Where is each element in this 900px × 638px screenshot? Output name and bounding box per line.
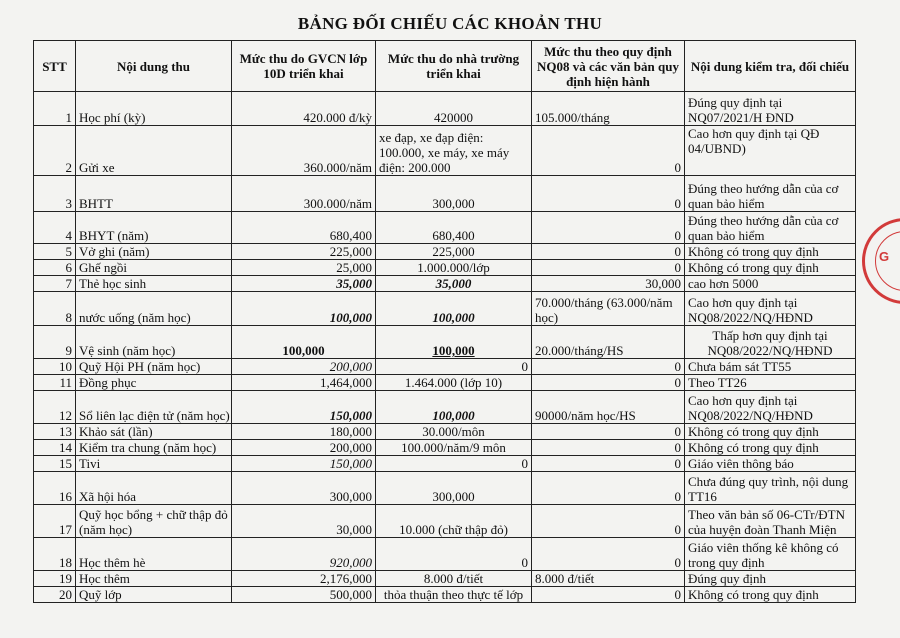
cell-gvcn: 35,000 — [232, 276, 376, 292]
cell-gvcn: 300.000/năm — [232, 176, 376, 212]
cell-regulation: 70.000/tháng (63.000/năm học) — [532, 292, 685, 326]
cell-check: Không có trong quy định — [685, 244, 856, 260]
cell-content: Ghế ngồi — [76, 260, 232, 276]
cell-school: 300,000 — [376, 176, 532, 212]
table-row — [34, 92, 856, 126]
table-header-row — [34, 41, 856, 92]
cell-content: Thẻ học sinh — [76, 276, 232, 292]
cell-content: Quỹ học bổng + chữ thập đỏ (năm học) — [76, 505, 232, 538]
cell-regulation: 0 — [532, 440, 685, 456]
cell-school: 0 — [376, 359, 532, 375]
cell-check: cao hơn 5000 — [685, 276, 856, 292]
cell-stt: 17 — [34, 505, 76, 538]
table-row — [34, 260, 856, 276]
table-row — [34, 391, 856, 424]
cell-stt: 2 — [34, 126, 76, 176]
cell-content: Khảo sát (lần) — [76, 424, 232, 440]
table-row — [34, 359, 856, 375]
cell-content: Học phí (kỳ) — [76, 92, 232, 126]
cell-gvcn: 30,000 — [232, 505, 376, 538]
cell-regulation: 0 — [532, 212, 685, 244]
cell-gvcn: 180,000 — [232, 424, 376, 440]
table-row — [34, 244, 856, 260]
cell-stt: 20 — [34, 587, 76, 603]
cell-check: Chưa bám sát TT55 — [685, 359, 856, 375]
table-row — [34, 176, 856, 212]
header-gvcn: Mức thu do GVCN lớp 10D triển khai — [232, 41, 376, 92]
cell-content: Gửi xe — [76, 126, 232, 176]
table-row — [34, 292, 856, 326]
cell-gvcn: 150,000 — [232, 456, 376, 472]
cell-stt: 8 — [34, 292, 76, 326]
table-row — [34, 571, 856, 587]
cell-gvcn: 500,000 — [232, 587, 376, 603]
cell-gvcn: 420.000 đ/kỳ — [232, 92, 376, 126]
cell-content: Vở ghi (năm) — [76, 244, 232, 260]
cell-regulation: 105.000/tháng — [532, 92, 685, 126]
cell-content: Vệ sinh (năm học) — [76, 326, 232, 359]
header-school: Mức thu do nhà trường triển khai — [376, 41, 532, 92]
cell-content: Học thêm — [76, 571, 232, 587]
table-row — [34, 326, 856, 359]
cell-content: Xã hội hóa — [76, 472, 232, 505]
cell-content: Kiểm tra chung (năm học) — [76, 440, 232, 456]
cell-regulation: 20.000/tháng/HS — [532, 326, 685, 359]
cell-school: 300,000 — [376, 472, 532, 505]
cell-content: Tivi — [76, 456, 232, 472]
cell-regulation: 90000/năm học/HS — [532, 391, 685, 424]
table-row — [34, 505, 856, 538]
cell-school: xe đạp, xe đạp điện: 100.000, xe máy, xe máy điện: 200.000 — [376, 126, 532, 176]
table-row — [34, 440, 856, 456]
header-regulation: Mức thu theo quy định NQ08 và các văn bản quy định hiện hành — [532, 41, 685, 92]
stamp-center-letter: G — [879, 249, 890, 264]
cell-gvcn: 2,176,000 — [232, 571, 376, 587]
cell-content: nước uống (năm học) — [76, 292, 232, 326]
cell-school: 10.000 (chữ thập đỏ) — [376, 505, 532, 538]
cell-regulation: 0 — [532, 424, 685, 440]
cell-regulation: 0 — [532, 375, 685, 391]
cell-stt: 10 — [34, 359, 76, 375]
cell-regulation: 0 — [532, 176, 685, 212]
cell-regulation: 8.000 đ/tiết — [532, 571, 685, 587]
table-row — [34, 587, 856, 603]
table-row — [34, 424, 856, 440]
cell-gvcn: 225,000 — [232, 244, 376, 260]
cell-regulation: 0 — [532, 260, 685, 276]
header-check: Nội dung kiểm tra, đối chiếu — [685, 41, 856, 92]
cell-check: Không có trong quy định — [685, 587, 856, 603]
cell-stt: 7 — [34, 276, 76, 292]
cell-check: Giáo viên thống kê không có trong quy định — [685, 538, 856, 571]
cell-stt: 14 — [34, 440, 76, 456]
cell-stt: 13 — [34, 424, 76, 440]
cell-check: Đúng quy định tại NQ07/2021/H ĐND — [685, 92, 856, 126]
cell-regulation: 0 — [532, 472, 685, 505]
cell-check: Đúng quy định — [685, 571, 856, 587]
fee-comparison-table — [33, 40, 856, 603]
cell-check: Đúng theo hướng dẫn của cơ quan bảo hiểm — [685, 176, 856, 212]
cell-school: 100,000 — [376, 292, 532, 326]
cell-content: BHYT (năm) — [76, 212, 232, 244]
cell-check: Không có trong quy định — [685, 440, 856, 456]
cell-stt: 12 — [34, 391, 76, 424]
cell-regulation: 0 — [532, 126, 685, 176]
cell-school: 1.000.000/lớp — [376, 260, 532, 276]
cell-check: Thấp hơn quy định tại NQ08/2022/NQ/HĐND — [685, 326, 856, 359]
cell-content: Sổ liên lạc điện tử (năm học) — [76, 391, 232, 424]
table-row — [34, 472, 856, 505]
cell-stt: 11 — [34, 375, 76, 391]
header-content: Nội dung thu — [76, 41, 232, 92]
cell-school: 0 — [376, 456, 532, 472]
cell-regulation: 0 — [532, 244, 685, 260]
cell-check: Cao hơn quy định tại NQ08/2022/NQ/HĐND — [685, 292, 856, 326]
cell-check: Không có trong quy định — [685, 424, 856, 440]
cell-check: Chưa đúng quy trình, nội dung TT16 — [685, 472, 856, 505]
table-row — [34, 538, 856, 571]
cell-gvcn: 100,000 — [232, 326, 376, 359]
cell-gvcn: 360.000/năm — [232, 126, 376, 176]
table-row — [34, 126, 856, 176]
cell-school: 420000 — [376, 92, 532, 126]
cell-regulation: 0 — [532, 505, 685, 538]
cell-gvcn: 25,000 — [232, 260, 376, 276]
cell-school: 225,000 — [376, 244, 532, 260]
cell-content: Quỹ lớp — [76, 587, 232, 603]
cell-gvcn: 100,000 — [232, 292, 376, 326]
cell-gvcn: 200,000 — [232, 440, 376, 456]
cell-stt: 6 — [34, 260, 76, 276]
cell-school: 8.000 đ/tiết — [376, 571, 532, 587]
cell-gvcn: 920,000 — [232, 538, 376, 571]
document-title: BẢNG ĐỐI CHIẾU CÁC KHOẢN THU — [297, 14, 603, 33]
cell-content: Học thêm hè — [76, 538, 232, 571]
cell-check: Cao hơn quy định tại NQ08/2022/NQ/HĐND — [685, 391, 856, 424]
header-stt: STT — [34, 41, 76, 92]
cell-content: Quỹ Hội PH (năm học) — [76, 359, 232, 375]
cell-school: 35,000 — [376, 276, 532, 292]
cell-school: 100,000 — [376, 391, 532, 424]
cell-gvcn: 200,000 — [232, 359, 376, 375]
cell-content: Đồng phục — [76, 375, 232, 391]
cell-school: 1.464.000 (lớp 10) — [376, 375, 532, 391]
red-seal-stamp — [862, 218, 900, 304]
cell-stt: 16 — [34, 472, 76, 505]
cell-content: BHTT — [76, 176, 232, 212]
cell-stt: 18 — [34, 538, 76, 571]
cell-check: Theo TT26 — [685, 375, 856, 391]
cell-check: Theo văn bản số 06-CTr/ĐTN của huyện đoàn Thanh Miện — [685, 505, 856, 538]
cell-regulation: 0 — [532, 359, 685, 375]
cell-school: 680,400 — [376, 212, 532, 244]
cell-check: Không có trong quy định — [685, 260, 856, 276]
table-row — [34, 456, 856, 472]
cell-gvcn: 1,464,000 — [232, 375, 376, 391]
cell-stt: 1 — [34, 92, 76, 126]
cell-regulation: 0 — [532, 538, 685, 571]
cell-check: Cao hơn quy định tại QĐ 04/UBND) — [685, 126, 856, 176]
cell-regulation: 30,000 — [532, 276, 685, 292]
cell-stt: 19 — [34, 571, 76, 587]
cell-regulation: 0 — [532, 587, 685, 603]
cell-regulation: 0 — [532, 456, 685, 472]
cell-check: Giáo viên thông báo — [685, 456, 856, 472]
cell-school: 100,000 — [376, 326, 532, 359]
cell-school: thỏa thuận theo thực tế lớp — [376, 587, 532, 603]
cell-school: 30.000/môn — [376, 424, 532, 440]
cell-stt: 5 — [34, 244, 76, 260]
cell-stt: 9 — [34, 326, 76, 359]
cell-stt: 4 — [34, 212, 76, 244]
cell-school: 0 — [376, 538, 532, 571]
cell-gvcn: 300,000 — [232, 472, 376, 505]
cell-stt: 3 — [34, 176, 76, 212]
cell-gvcn: 150,000 — [232, 391, 376, 424]
cell-school: 100.000/năm/9 môn — [376, 440, 532, 456]
cell-gvcn: 680,400 — [232, 212, 376, 244]
table-row — [34, 375, 856, 391]
cell-check: Đúng theo hướng dẫn của cơ quan bảo hiểm — [685, 212, 856, 244]
table-row — [34, 276, 856, 292]
table-row — [34, 212, 856, 244]
cell-stt: 15 — [34, 456, 76, 472]
